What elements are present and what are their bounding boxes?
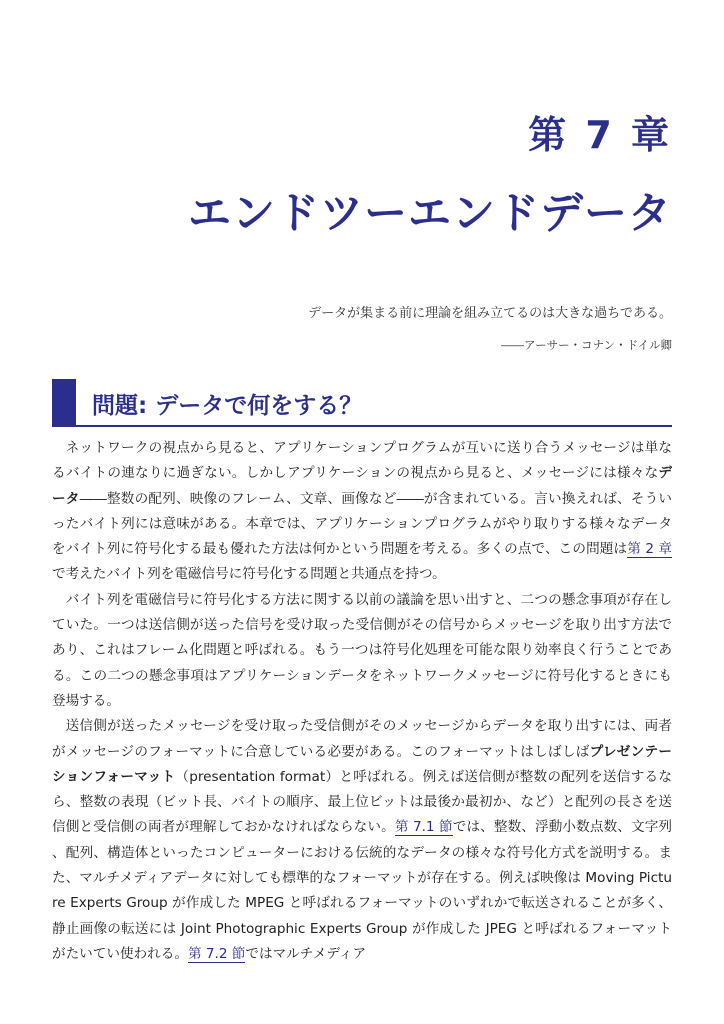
paragraph-text: で考えたバイト列を電磁信号に符号化する問題と共通点を持つ。 [52,566,446,583]
paragraph-text: ネットワークの視点から見ると、アプリケーションプログラムが互いに送り合うメッセージは単なるバイトの連なりに過ぎない。しかしアプリケーションの視点から見ると、メッセージには様々な [52,440,672,482]
paragraph-text: ではマルチメディア [245,945,367,962]
chapter-2-link[interactable]: 第 2 章 [627,541,672,558]
paragraph-text: では、整数、浮動小数点数、文字列、配列、構造体といったコンピューターにおける伝統的なデータの様々な符号化方式を説明する。また、マルチメディアデータに対しても標準的なフォーマットが存在する。例えば映像は Moving Picture Experts Group が作成した MPEG と呼ばれるフォーマットのいずれかで転送されることが多く、静止画像の転送には Joint Photographic Experts Group が作成した JPEG と呼ばれるフォーマットがたいてい使われる。 [52,819,673,962]
section-heading [52,379,672,427]
paragraph [52,714,672,967]
chapter-title: エンドツーエンドデータ [188,189,672,239]
emphasized-term: プレゼンテーションフォーマット [52,743,673,785]
chapter-number: 第 7 章 [528,113,672,157]
paragraph-text: ――整数の配列、映像のフレーム、文章、画像など――が含まれている。言い換えれば、そういったバイト列には意味がある。本章では、アプリケーションプログラムがやり取りする様々なデータをバイト列に符号化する最も優れた方法は何かという問題を考える。多くの点で、この問題は [52,490,672,558]
section-marker-bar [52,379,76,425]
section-title: 問題: データで何をする？ [92,393,363,419]
epigraph-attribution: ――アーサー・コナン・ドイル卿 [500,338,672,352]
emphasized-term: データ [52,465,672,507]
paragraph-text: 送信側が送ったメッセージを受け取った受信側がそのメッセージからデータを取り出すには、両者がメッセージのフォーマットに合意している必要がある。このフォーマットはしばしば [52,718,672,760]
body-text [52,436,672,967]
paragraph-text: （presentation format）と呼ばれる。例えば送信側が整数の配列を送信するなら、整数の表現（ビット長、バイトの順序、最上位ビットは最後か最初か、など）と配列の長さを送信側と受信側の両者が理解しておかなければならない。 [52,768,672,836]
paragraph [52,436,672,588]
section-7-1-link[interactable]: 第 7.1 節 [394,819,453,836]
paragraph [52,588,672,714]
paragraph-text: バイト列を電磁信号に符号化する方法に関する以前の議論を思い出すと、二つの懸念事項が存在していた。一つは送信側が送った信号を受け取った受信側がその信号からメッセージを取り出す方法であり、これはフレーム化問題と呼ばれる。もう一つは符号化処理を可能な限り効率良く行うことである。この二つの懸念事項はアプリケーションデータをネットワークメッセージに符号化するときにも登場する。 [52,591,672,709]
epigraph-quote: データが集まる前に理論を組み立てるのは大きな過ちである。 [308,306,672,321]
section-7-2-link[interactable]: 第 7.2 節 [187,945,246,962]
